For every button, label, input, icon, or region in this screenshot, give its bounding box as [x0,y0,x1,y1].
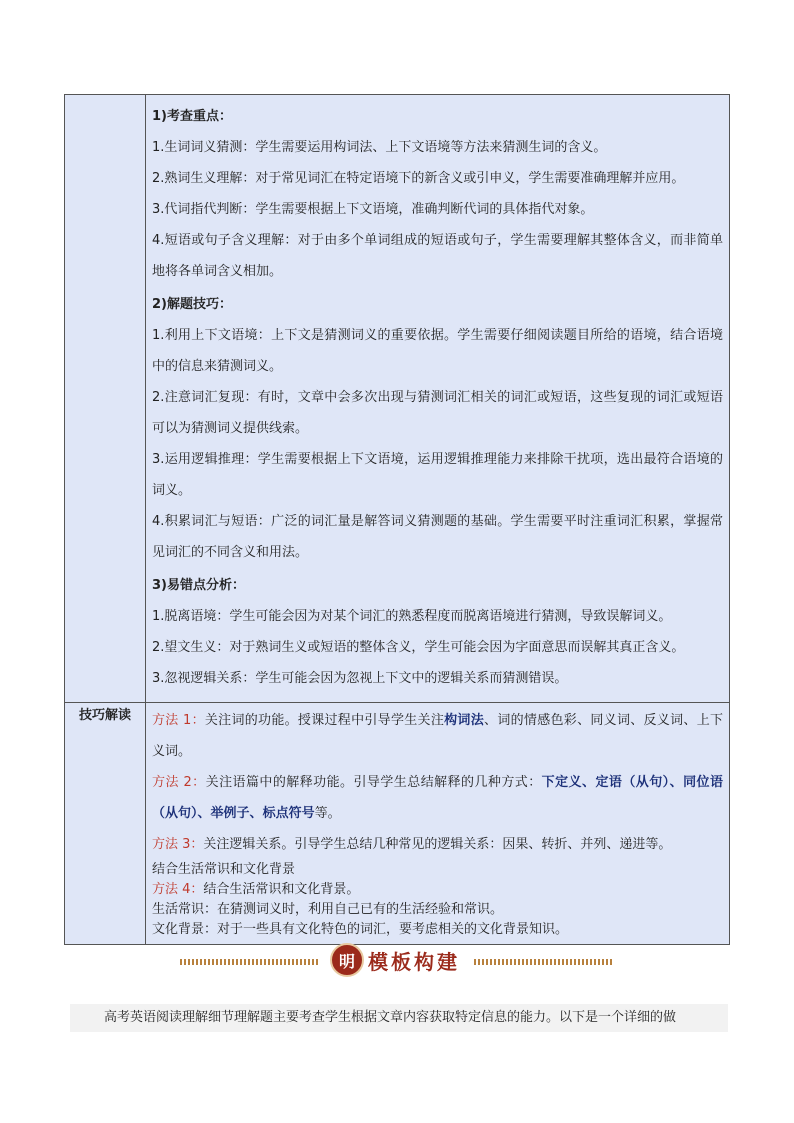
paragraph: 3.忽视逻辑关系：学生可能会因为忽视上下文中的逻辑关系而猜测错误。 [152,671,568,686]
table-row [65,95,730,703]
methods-cell [146,703,730,945]
row-label-skills: 技巧解读 [65,703,146,945]
paragraph: 1.脱离语境：学生可能会因为对某个词汇的熟悉程度而脱离语境进行猜测，导致误解词义。 [152,609,672,624]
paragraph: 2.熟词生义理解：对于常见词汇在特定语境下的新含义或引申义，学生需要准确理解并应用。 [152,171,685,186]
info-table [64,94,730,945]
keyword: 同位语（从句） [152,775,723,821]
keyword: 标点符号 [262,806,315,821]
table-row [65,703,730,945]
paragraph: 2.望文生义：对于熟词生义或短语的整体含义，学生可能会因为字面意思而误解其真正含义。 [152,640,685,655]
paragraph: 4.积累词汇与短语：广泛的词汇量是解答词义猜测题的基础。学生需要平时注重词汇积累，掌握常见词汇的不同含义和用法。 [152,514,723,560]
keyword: 下定义 [541,775,582,790]
heading-skills: 2)解题技巧： [152,297,232,312]
seal-icon: 明 [330,943,364,977]
paragraph: 3.运用逻辑推理：学生需要根据上下文语境，运用逻辑推理能力来排除干扰项，选出最符合语境的词义。 [152,452,723,498]
body-text: 高考英语阅读理解细节理解题主要考查学生根据文章内容获取特定信息的能力。以下是一个详细的做 [70,1004,728,1032]
method-2: 方法 2：关注语篇中的解释功能。引导学生总结解释的几种方式：下定义、定语（从句）、同位语（从句）、举例子、标点符号等。 [152,775,723,821]
divider [180,959,320,965]
method-tag: 方法 1： [152,713,205,728]
paragraph: 1.生词词义猜测：学生需要运用构词法、上下文语境等方法来猜测生词的含义。 [152,140,607,155]
section-header [180,940,614,980]
paragraph: 2.注意词汇复现：有时，文章中会多次出现与猜测词汇相关的词汇或短语，这些复现的词汇或短语可以为猜测词义提供线索。 [152,390,723,436]
paragraph: 3.代词指代判断：学生需要根据上下文语境，准确判断代词的具体指代对象。 [152,202,594,217]
heading-focus: 1)考查重点： [152,109,232,124]
method-tag: 方法 2： [152,775,206,790]
method-1: 方法 1：关注词的功能。授课过程中引导学生关注构词法、词的情感色彩、同义词、反义词、上下义词。 [152,713,723,759]
method-4: 方法 4：结合生活常识和文化背景。 [152,882,360,897]
analysis-cell [146,95,730,703]
row-label-empty [65,95,146,703]
line: 生活常识：在猜测词义时，利用自己已有的生活经验和常识。 [152,902,504,917]
section-title: 模板构建 [368,950,460,974]
heading-errors: 3)易错点分析： [152,578,245,593]
keyword: 定语（从句） [595,775,670,790]
line: 文化背景：对于一些具有文化特色的词汇，要考虑相关的文化背景知识。 [152,922,569,937]
method-tag: 方法 3： [152,837,204,852]
divider [474,959,614,965]
paragraph: 4.短语或句子含义理解：对于由多个单词组成的短语或句子，学生需要理解其整体含义，而非简单地将各单词含义相加。 [152,233,723,279]
method-tag: 方法 4： [152,882,204,897]
line: 结合生活常识和文化背景 [152,862,296,877]
method-3: 方法 3：关注逻辑关系。引导学生总结几种常见的逻辑关系：因果、转折、并列、递进等。 [152,837,672,852]
keyword: 构词法 [444,713,485,728]
keyword: 举例子 [210,806,250,821]
paragraph: 1.利用上下文语境：上下文是猜测词义的重要依据。学生需要仔细阅读题目所给的语境，结合语境中的信息来猜测词义。 [152,328,723,374]
